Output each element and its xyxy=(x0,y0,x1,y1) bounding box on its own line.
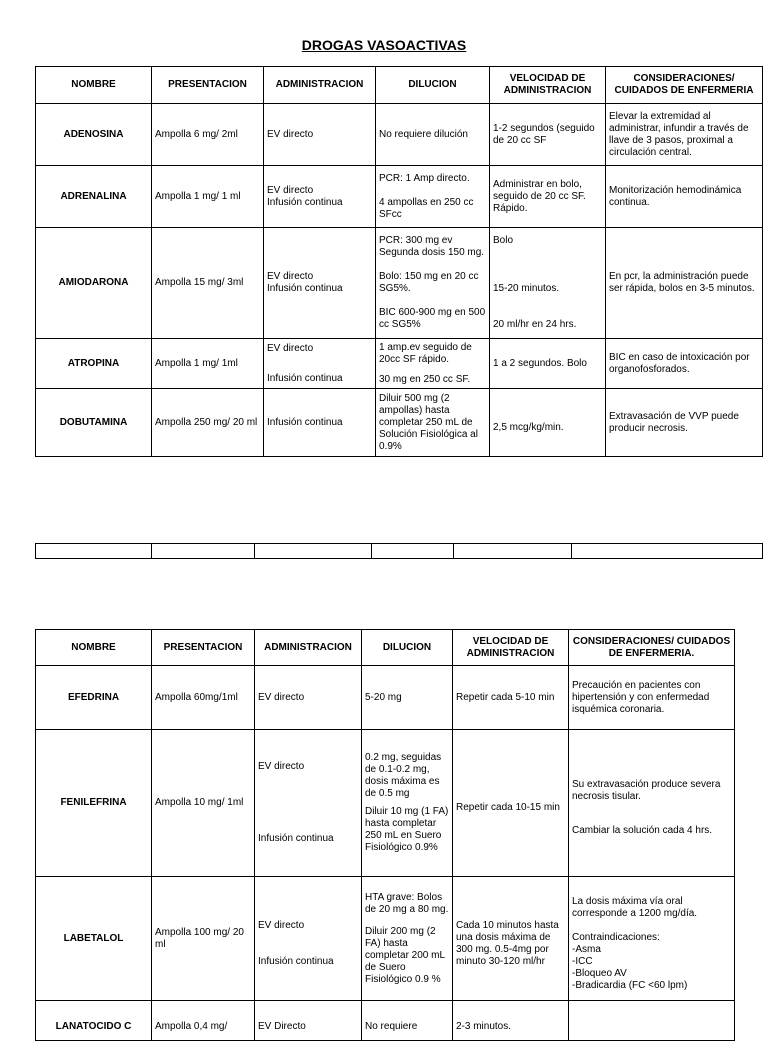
empty-cell xyxy=(572,544,763,559)
empty-table-strip xyxy=(35,543,763,559)
dilucion-cell xyxy=(376,166,490,228)
empty-cell xyxy=(36,544,152,559)
presentacion-cell: Ampolla 100 mg/ 20 ml xyxy=(152,877,255,1001)
drug-name: FENILEFRINA xyxy=(36,730,152,877)
consideraciones-cell: En pcr, la administración puede ser rápida, bolos en 3-5 minutos. xyxy=(606,228,763,339)
consideraciones-cell: Elevar la extremidad al administrar, infundir a través de llave de 3 pasos, proximal a circulación central. xyxy=(606,104,763,166)
dilucion-line: Bolo: 150 mg en 20 cc SG5%. xyxy=(379,271,479,294)
administracion-line: Infusión continua xyxy=(267,196,343,208)
header-consideraciones: CONSIDERACIONES/ CUIDADOS DE ENFERMERIA xyxy=(606,67,763,104)
table-header-row xyxy=(36,67,763,104)
administracion-cell: EV Directo xyxy=(255,1001,362,1041)
header-dilucion: DILUCION xyxy=(362,630,453,666)
header-velocidad: VELOCIDAD DE ADMINISTRACION xyxy=(490,67,606,104)
dilucion-cell xyxy=(362,877,453,1001)
drug-name: DOBUTAMINA xyxy=(36,389,152,457)
dilucion-line: Diluir 200 mg (2 FA) hasta completar 200 mL de Suero Fisiológico 0.9 % xyxy=(365,925,445,985)
velocidad-cell: 1-2 segundos (seguido de 20 cc SF xyxy=(490,104,606,166)
presentacion-cell: Ampolla 6 mg/ 2ml xyxy=(152,104,264,166)
drugs-table-1 xyxy=(35,66,763,457)
dilucion-cell: No requiere dilución xyxy=(376,104,490,166)
dilucion-line: 30 mg en 250 cc SF. xyxy=(379,373,471,385)
document-title: DROGAS VASOACTIVAS xyxy=(301,37,467,53)
dilucion-cell xyxy=(362,730,453,877)
dilucion-cell: 5-20 mg xyxy=(362,666,453,730)
consideraciones-line: Su extravasación produce severa necrosis tisular. xyxy=(572,779,721,802)
header-administracion: ADMINISTRACION xyxy=(264,67,376,104)
dilucion-cell xyxy=(376,339,490,389)
presentacion-cell: Ampolla 250 mg/ 20 ml xyxy=(152,389,264,457)
velocidad-cell: 2-3 minutos. xyxy=(453,1001,569,1041)
header-velocidad: VELOCIDAD DE ADMINISTRACION xyxy=(453,630,569,666)
administracion-line: EV directo xyxy=(258,761,305,772)
header-nombre: NOMBRE xyxy=(36,630,152,666)
dilucion-line: 0.2 mg, seguidas de 0.1-0.2 mg, dosis máxima es de 0.5 mg xyxy=(365,752,442,799)
dilucion-line: HTA grave: Bolos de 20 mg a 80 mg. xyxy=(365,891,449,915)
empty-row xyxy=(36,544,763,559)
velocidad-cell: Administrar en bolo, seguido de 20 cc SF. Rápido. xyxy=(490,166,606,228)
header-nombre: NOMBRE xyxy=(36,67,152,104)
table-row xyxy=(36,389,763,457)
administracion-line: EV directo xyxy=(267,184,314,196)
consideraciones-cell: Monitorización hemodinámica continua. xyxy=(606,166,763,228)
administracion-line: Infusión continua xyxy=(258,833,334,844)
velocidad-cell xyxy=(490,228,606,339)
dilucion-line: 4 ampollas en 250 cc SFcc xyxy=(379,196,474,220)
drug-name: LABETALOL xyxy=(36,877,152,1001)
header-presentacion: PRESENTACION xyxy=(152,67,264,104)
header-administracion: ADMINISTRACION xyxy=(255,630,362,666)
dilucion-line: PCR: 1 Amp directo. xyxy=(379,172,470,184)
consideraciones-cell: Extravasación de VVP puede producir necrosis. xyxy=(606,389,763,457)
table-row xyxy=(36,1001,735,1041)
empty-cell xyxy=(255,544,372,559)
dilucion-cell: Diluir 500 mg (2 ampollas) hasta completar 250 mL de Solución Fisiológica al 0.9% xyxy=(376,389,490,457)
consideraciones-cell: BIC en caso de intoxicación por organofosforados. xyxy=(606,339,763,389)
dilucion-line: PCR: 300 mg ev Segunda dosis 150 mg. xyxy=(379,235,485,258)
empty-cell xyxy=(152,544,255,559)
table-row xyxy=(36,166,763,228)
consideraciones-line: Cambiar la solución cada 4 hrs. xyxy=(572,825,713,836)
drugs-table-2 xyxy=(35,629,735,1041)
administracion-cell: Infusión continua xyxy=(264,389,376,457)
presentacion-cell: Ampolla 1 mg/ 1ml xyxy=(152,339,264,389)
empty-cell xyxy=(372,544,454,559)
administracion-line: Infusión continua xyxy=(258,955,334,967)
presentacion-cell: Ampolla 15 mg/ 3ml xyxy=(152,228,264,339)
velocidad-cell: 1 a 2 segundos. Bolo xyxy=(490,339,606,389)
velocidad-cell: Cada 10 minutos hasta una dosis máxima de 300 mg. 0.5-4mg por minuto 30-120 ml/hr xyxy=(453,877,569,1001)
administracion-cell xyxy=(264,228,376,339)
velocidad-cell: Repetir cada 10-15 min xyxy=(453,730,569,877)
velocidad-line: 15-20 minutos. xyxy=(493,283,560,294)
drug-name: ADRENALINA xyxy=(36,166,152,228)
consideraciones-cell xyxy=(569,877,735,1001)
table-row xyxy=(36,730,735,877)
consideraciones-cell xyxy=(569,1001,735,1041)
administracion-line: EV directo xyxy=(267,342,314,354)
consideraciones-line: Contraindicaciones: -Asma -ICC -Bloqueo AV -Bradicardia (FC <60 lpm) xyxy=(572,931,688,991)
dilucion-cell xyxy=(376,228,490,339)
administracion-cell xyxy=(264,166,376,228)
dilucion-line: BIC 600-900 mg en 500 cc SG5% xyxy=(379,307,486,330)
drug-name: EFEDRINA xyxy=(36,666,152,730)
administracion-cell: EV directo xyxy=(264,104,376,166)
administracion-cell: EV directo xyxy=(255,666,362,730)
consideraciones-cell xyxy=(569,730,735,877)
presentacion-cell: Ampolla 1 mg/ 1 ml xyxy=(152,166,264,228)
drug-name: AMIODARONA xyxy=(36,228,152,339)
table-header-row xyxy=(36,630,735,666)
presentacion-cell: Ampolla 0,4 mg/ xyxy=(152,1001,255,1041)
table-row xyxy=(36,228,763,339)
header-presentacion: PRESENTACION xyxy=(152,630,255,666)
drug-name: ADENOSINA xyxy=(36,104,152,166)
velocidad-line: 20 ml/hr en 24 hrs. xyxy=(493,319,577,330)
administracion-cell xyxy=(255,877,362,1001)
header-dilucion: DILUCION xyxy=(376,67,490,104)
administracion-cell xyxy=(255,730,362,877)
dilucion-line: 1 amp.ev seguido de 20cc SF rápido. xyxy=(379,341,472,365)
administracion-line: Infusión continua xyxy=(267,283,343,294)
consideraciones-line: La dosis máxima vía oral corresponde a 1200 mg/día. xyxy=(572,895,698,919)
velocidad-cell: Repetir cada 5-10 min xyxy=(453,666,569,730)
table-row xyxy=(36,877,735,1001)
dilucion-cell: No requiere xyxy=(362,1001,453,1041)
presentacion-cell: Ampolla 60mg/1ml xyxy=(152,666,255,730)
velocidad-line: Bolo xyxy=(493,235,514,246)
presentacion-cell: Ampolla 10 mg/ 1ml xyxy=(152,730,255,877)
drug-name: ATROPINA xyxy=(36,339,152,389)
administracion-line: EV directo xyxy=(267,271,314,282)
administracion-cell xyxy=(264,339,376,389)
empty-cell xyxy=(454,544,572,559)
table-row xyxy=(36,339,763,389)
administracion-line: Infusión continua xyxy=(267,372,343,384)
drug-name: LANATOCIDO C xyxy=(36,1001,152,1041)
table-row xyxy=(36,666,735,730)
consideraciones-cell: Precaución en pacientes con hipertensión y con enfermedad isquémica coronaria. xyxy=(569,666,735,730)
velocidad-cell: 2,5 mcg/kg/min. xyxy=(490,389,606,457)
dilucion-line: Diluir 10 mg (1 FA) hasta completar 250 mL en Suero Fisiológico 0.9% xyxy=(365,806,449,853)
header-consideraciones: CONSIDERACIONES/ CUIDADOS DE ENFERMERIA. xyxy=(569,630,735,666)
table-row xyxy=(36,104,763,166)
administracion-line: EV directo xyxy=(258,919,305,931)
